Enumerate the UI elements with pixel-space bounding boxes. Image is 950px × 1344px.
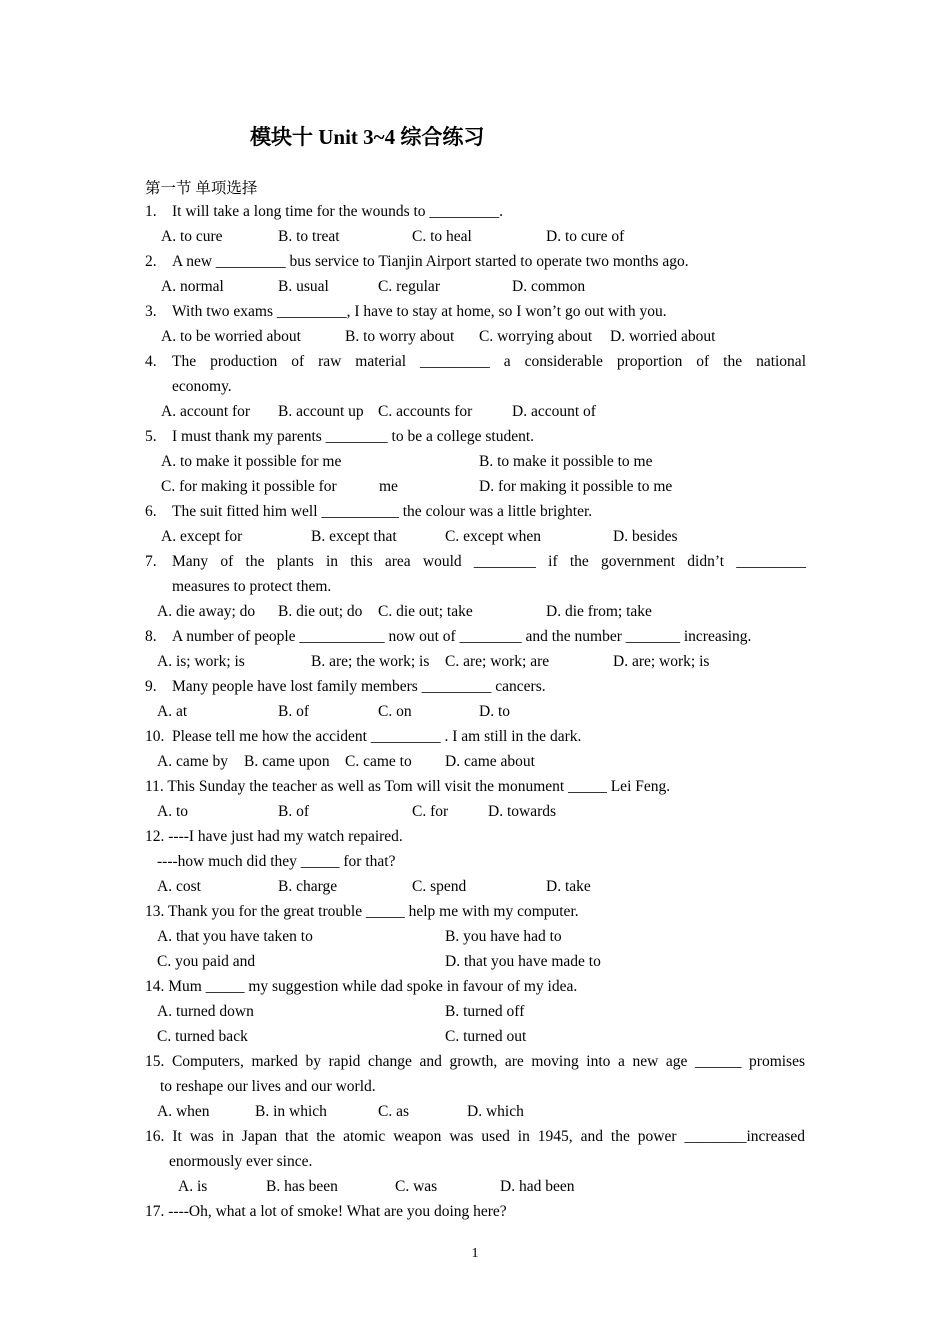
question-7 — [0, 549, 950, 574]
question-13-options-cd — [0, 949, 950, 974]
option-c: C. was — [395, 1178, 438, 1195]
question-list — [0, 199, 950, 1224]
question-text: 15. Computers, marked by rapid change and growth, are moving into a new age ______ promises — [145, 1053, 805, 1070]
option-a: A. normal — [161, 278, 224, 295]
option-c: C. as — [378, 1103, 409, 1120]
question-number: 3. — [145, 303, 157, 320]
question-number: 10. — [145, 728, 165, 745]
option-a: A. except for — [161, 528, 243, 545]
question-15 — [0, 1049, 950, 1074]
option-b: B. usual — [278, 278, 329, 295]
option-a: A. to cure — [161, 228, 223, 245]
option-c: C. came to — [345, 753, 412, 770]
question-1-options — [0, 224, 950, 249]
question-9-options — [0, 699, 950, 724]
question-text: A new _________ bus service to Tianjin Airport started to operate two months ago. — [172, 253, 689, 270]
option-a: A. to be worried about — [161, 328, 301, 345]
question-4-continued — [0, 374, 950, 399]
question-text: 12. ----I have just had my watch repaired. — [145, 828, 403, 845]
option-c: C. are; work; are — [445, 653, 550, 670]
question-text: Many of the plants in this area would ________ if the government didn’t _________ — [172, 553, 806, 570]
option-d: D. that you have made to — [445, 953, 601, 970]
option-c: C. turned back — [157, 1028, 248, 1045]
question-16-options — [0, 1174, 950, 1199]
option-a: A. is — [178, 1178, 208, 1195]
option-b: B. to worry about — [345, 328, 455, 345]
option-b: B. charge — [278, 878, 338, 895]
option-d: D. account of — [512, 403, 596, 420]
option-d: D. take — [546, 878, 591, 895]
question-number: 6. — [145, 503, 157, 520]
question-1 — [0, 199, 950, 224]
option-b: B. are; the work; is — [311, 653, 430, 670]
question-number: 2. — [145, 253, 157, 270]
option-c: C. on — [378, 703, 412, 720]
page-title: 模块十 Unit 3~4 综合练习 — [250, 125, 485, 149]
question-3-options — [0, 324, 950, 349]
option-a: A. when — [157, 1103, 210, 1120]
option-a: A. turned down — [157, 1003, 254, 1020]
option-c: C. for making it possible for — [161, 478, 337, 495]
question-8-options — [0, 649, 950, 674]
question-15-options — [0, 1099, 950, 1124]
question-6-options — [0, 524, 950, 549]
question-number: 4. — [145, 353, 157, 370]
question-text: A number of people ___________ now out of ________ and the number _______ increasing. — [172, 628, 752, 645]
option-a: A. is; work; is — [157, 653, 245, 670]
question-16 — [0, 1124, 950, 1149]
option-b: B. die out; do — [278, 603, 363, 620]
option-b: B. came upon — [244, 753, 330, 770]
question-text-continued: enormously ever since. — [169, 1153, 313, 1170]
question-4 — [0, 349, 950, 374]
option-a: A. cost — [157, 878, 201, 895]
option-d: D. came about — [445, 753, 535, 770]
option-c: C. except when — [445, 528, 541, 545]
option-b: B. has been — [266, 1178, 338, 1195]
question-15-continued — [0, 1074, 950, 1099]
option-a: A. account for — [161, 403, 251, 420]
option-d: D. to — [479, 703, 510, 720]
question-text: It will take a long time for the wounds to _________. — [172, 203, 504, 220]
question-number: 9. — [145, 678, 157, 695]
question-text: 14. Mum _____ my suggestion while dad spoke in favour of my idea. — [145, 978, 578, 995]
question-text: 11. This Sunday the teacher as well as Tom will visit the monument _____ Lei Feng. — [145, 778, 671, 795]
question-text-continued: to reshape our lives and our world. — [160, 1078, 376, 1095]
option-b: B. you have had to — [445, 928, 562, 945]
option-b: B. to make it possible to me — [479, 453, 653, 470]
question-12-continued — [0, 849, 950, 874]
question-number: 7. — [145, 553, 157, 570]
option-a: A. die away; do — [157, 603, 256, 620]
option-c: C. regular — [378, 278, 440, 295]
option-c: C. you paid and — [157, 953, 256, 970]
option-c: C. worrying about — [479, 328, 593, 345]
question-7-options — [0, 599, 950, 624]
option-a: A. to — [157, 803, 188, 820]
option-b: B. of — [278, 803, 309, 820]
section-heading: 第一节 单项选择 — [145, 180, 258, 197]
option-a: A. came by — [157, 753, 229, 770]
option-b: B. turned off — [445, 1003, 525, 1020]
question-4-options — [0, 399, 950, 424]
option-d: D. towards — [488, 803, 557, 820]
page-number: 1 — [471, 1246, 479, 1261]
option-d: D. for making it possible to me — [479, 478, 673, 495]
question-text: 16. It was in Japan that the atomic weapon was used in 1945, and the power ________increased — [145, 1128, 805, 1145]
question-10-options — [0, 749, 950, 774]
question-2-options — [0, 274, 950, 299]
option-d: D. worried about — [610, 328, 716, 345]
option-d: D. had been — [500, 1178, 575, 1195]
question-17 — [0, 1199, 950, 1224]
option-d: D. are; work; is — [613, 653, 710, 670]
question-5-options-ab — [0, 449, 950, 474]
option-c: C. die out; take — [378, 603, 473, 620]
option-d: D. to cure of — [546, 228, 625, 245]
option-d: C. turned out — [445, 1028, 527, 1045]
question-text: 17. ----Oh, what a lot of smoke! What are you doing here? — [145, 1203, 507, 1220]
option-b: B. to treat — [278, 228, 340, 245]
option-c: C. to heal — [412, 228, 472, 245]
question-9 — [0, 674, 950, 699]
question-2 — [0, 249, 950, 274]
option-b: B. in which — [255, 1103, 327, 1120]
option-b: B. account up — [278, 403, 364, 420]
question-12 — [0, 824, 950, 849]
question-10 — [0, 724, 950, 749]
question-text: Many people have lost family members _________ cancers. — [172, 678, 546, 695]
question-6 — [0, 499, 950, 524]
option-d: D. die from; take — [546, 603, 652, 620]
option-b: B. of — [278, 703, 309, 720]
option-c: C. for — [412, 803, 449, 820]
question-7-continued — [0, 574, 950, 599]
option-d: D. besides — [613, 528, 678, 545]
question-16-continued — [0, 1149, 950, 1174]
option-a: A. that you have taken to — [157, 928, 313, 945]
option-c-continued: me — [379, 478, 398, 495]
question-13-options-ab — [0, 924, 950, 949]
option-d: D. common — [512, 278, 586, 295]
question-11-options — [0, 799, 950, 824]
option-c: C. accounts for — [378, 403, 473, 420]
question-text: The production of raw material _________ a considerable proportion of the national — [172, 353, 806, 370]
question-text-continued: economy. — [172, 378, 232, 395]
question-number: 1. — [145, 203, 157, 220]
option-d: D. which — [467, 1103, 524, 1120]
question-text: 13. Thank you for the great trouble _____ help me with my computer. — [145, 903, 579, 920]
question-text: Please tell me how the accident _________ . I am still in the dark. — [172, 728, 582, 745]
question-text: With two exams _________, I have to stay at home, so I won’t go out with you. — [172, 303, 667, 320]
question-text-continued: measures to protect them. — [172, 578, 332, 595]
option-a: A. at — [157, 703, 188, 720]
option-c: C. spend — [412, 878, 467, 895]
question-14-options-cd — [0, 1024, 950, 1049]
question-13 — [0, 899, 950, 924]
question-text: I must thank my parents ________ to be a college student. — [172, 428, 535, 445]
question-3 — [0, 299, 950, 324]
question-5-options-cd — [0, 474, 950, 499]
question-text: The suit fitted him well __________ the colour was a little brighter. — [172, 503, 593, 520]
question-5 — [0, 424, 950, 449]
option-a: A. to make it possible for me — [161, 453, 342, 470]
question-11 — [0, 774, 950, 799]
question-8 — [0, 624, 950, 649]
question-text-continued: ----how much did they _____ for that? — [157, 853, 396, 870]
question-14 — [0, 974, 950, 999]
question-number: 8. — [145, 628, 157, 645]
option-b: B. except that — [311, 528, 397, 545]
question-number: 5. — [145, 428, 157, 445]
question-12-options — [0, 874, 950, 899]
question-14-options-ab — [0, 999, 950, 1024]
